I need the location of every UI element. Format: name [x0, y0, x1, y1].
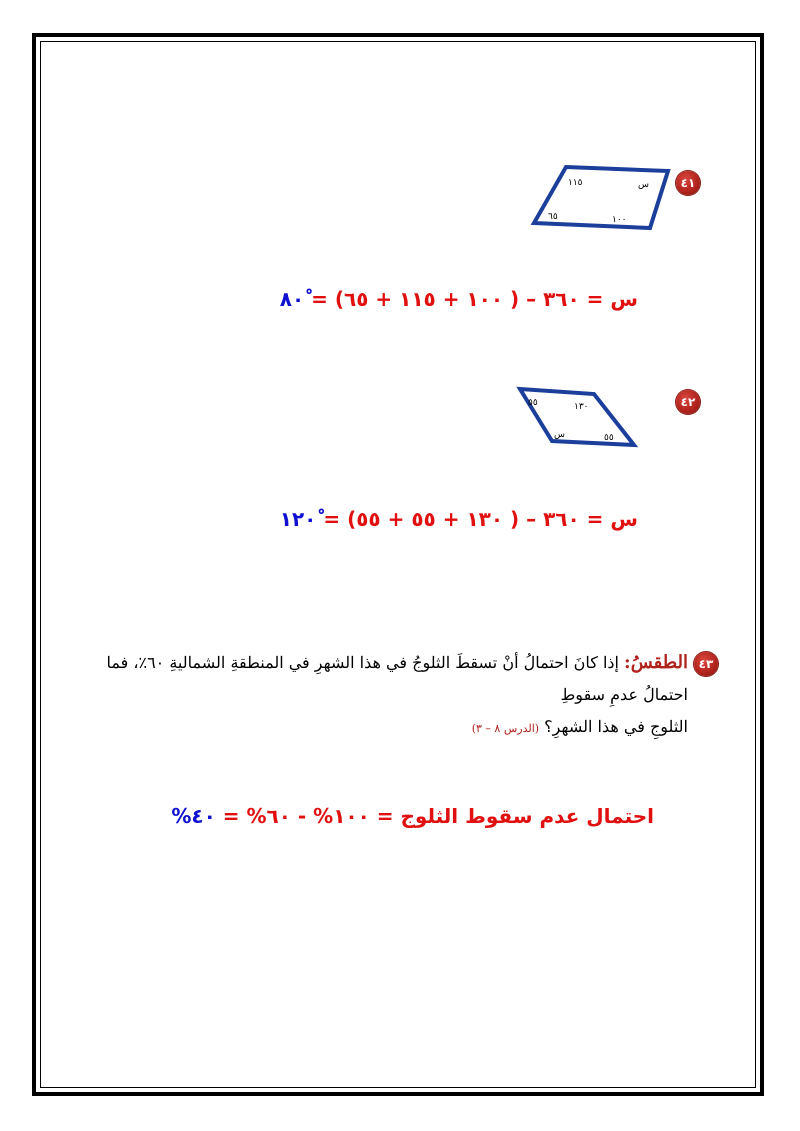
angle-label: ١٠٠ [612, 215, 627, 225]
equation-text: احتمال عدم سقوط الثلوج = ١٠٠% - ٦٠% = [215, 804, 654, 828]
angle-label: س [554, 430, 565, 440]
problem-statement-43 [68, 647, 688, 745]
problem-number-badge: ٤٣ [694, 652, 718, 676]
problem-line [68, 647, 688, 711]
angle-label: ٥٥ [604, 433, 614, 443]
problem-heading: الطقسُ: [624, 652, 688, 673]
problem-text: الثلوجِ في هذا الشهرِ؟ [544, 717, 688, 736]
angle-label: ٥٥ [528, 398, 538, 408]
angle-label: س [638, 180, 649, 190]
angle-label: ١١٥ [568, 178, 583, 188]
solution-equation-43 [171, 804, 654, 828]
problem-line [68, 711, 688, 745]
equation-result: ١٢٠ْ [279, 507, 317, 531]
solution-equation-41 [280, 287, 638, 311]
angle-label: ٦٥ [548, 212, 558, 222]
equation-text: س = ٣٦٠ – ( ١٣٠ + ٥٥ + ٥٥) = [316, 507, 638, 531]
equation-result: ٨٠ْ [279, 287, 305, 311]
solution-equation-42 [280, 507, 638, 531]
equation-result: ٤٠% [171, 804, 216, 828]
problem-number-badge: ٤٢ [676, 390, 700, 414]
problem-number-badge: ٤١ [676, 171, 700, 195]
lesson-reference: (الدرس ٨ – ٣) [471, 722, 540, 735]
angle-label: ١٣٠ [574, 402, 589, 412]
parallelogram-figure-42 [516, 385, 640, 451]
equation-text: س = ٣٦٠ – ( ١٠٠ + ١١٥ + ٦٥) = [304, 287, 638, 311]
problem-text: إذا كانَ احتمالُ أنْ تسقطَ الثلوجُ في هذا الشهرِ في المنطقةِ الشماليةِ ٦٠٪، فما احتمالُ عدمِ سقوطِ [106, 653, 688, 704]
parallelogram-figure-41 [526, 163, 672, 233]
